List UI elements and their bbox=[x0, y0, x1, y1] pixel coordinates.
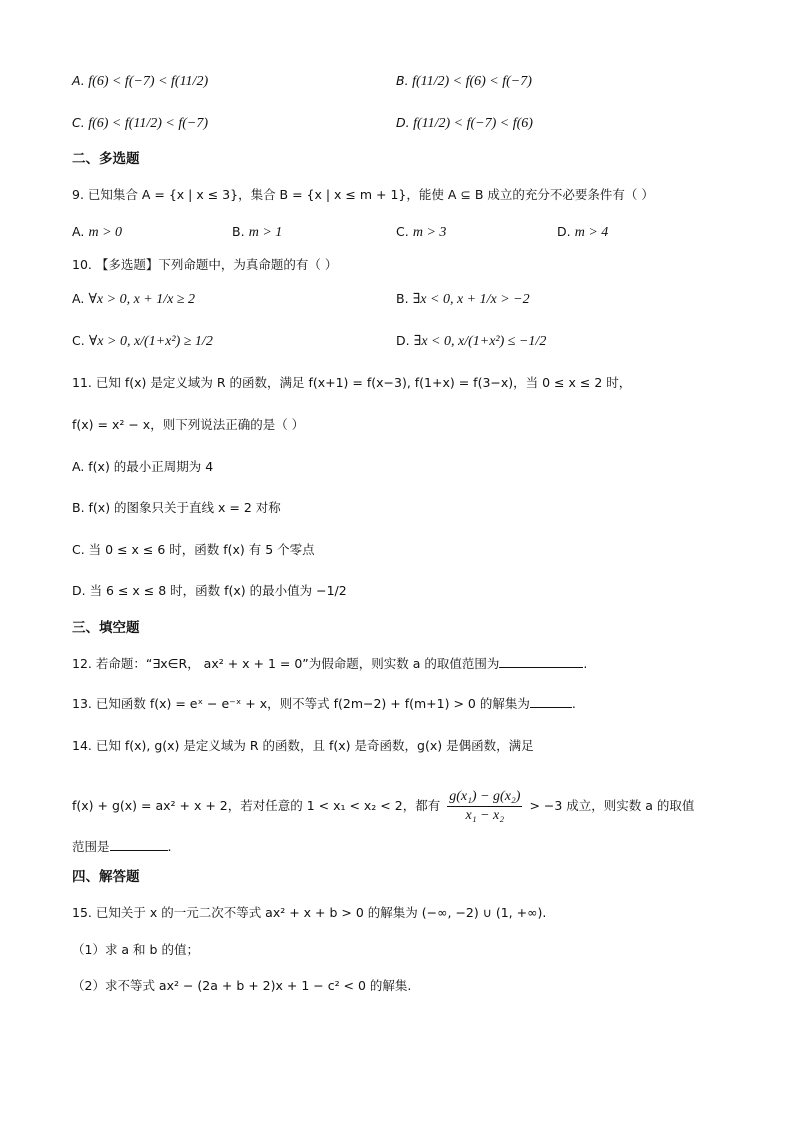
option-expr: ∃x < 0, x + 1/x > −2 bbox=[412, 292, 530, 307]
option-expr: ∀x > 0, x + 1/x ≥ 2 bbox=[88, 292, 196, 307]
option-label: C. bbox=[72, 333, 85, 348]
q15-part2: （2）求不等式 ax² − (2a + b + 2)x + 1 − c² < 0 的解集. bbox=[72, 978, 412, 993]
option-label: C. bbox=[396, 224, 409, 239]
q11-option-b: B. f(x) 的图象只关于直线 x = 2 对称 bbox=[72, 500, 281, 515]
fraction-denominator: x₁ − x₂ bbox=[465, 808, 505, 823]
option-label: D. bbox=[557, 224, 571, 239]
option-expr: f(11/2) < f(6) < f(−7) bbox=[412, 74, 532, 89]
section-title-fill-in: 三、填空题 bbox=[72, 620, 140, 636]
q13 bbox=[72, 693, 576, 715]
question-end: . bbox=[571, 696, 576, 711]
q15-stem: 15. 已知关于 x 的一元二次不等式 ax² + x + b > 0 的解集为 (−∞, −2) ∪ (1, +∞). bbox=[72, 905, 547, 920]
q11-stem-line2: f(x) = x² − x，则下列说法正确的是（ ） bbox=[72, 417, 305, 432]
question-text: f(x) + g(x) = ax² + x + 2，若对任意的 1 < x₁ < x₂ < 2，都有 bbox=[72, 798, 441, 813]
fraction bbox=[447, 788, 522, 825]
q9-option-c bbox=[396, 221, 446, 244]
question-text-cont: > −3 成立，则实数 a 的取值 bbox=[529, 798, 695, 813]
fraction-numerator: g(x₁) − g(x₂) bbox=[447, 788, 522, 807]
option-expr: m > 1 bbox=[248, 225, 283, 240]
question-end: . bbox=[583, 656, 588, 671]
option-label: B. bbox=[396, 291, 409, 306]
answer-blank[interactable] bbox=[530, 693, 572, 708]
q14-line2 bbox=[72, 788, 694, 825]
question-text: 13. 已知函数 f(x) = eˣ − e⁻ˣ + x，则不等式 f(2m−2) + f(m+1) > 0 的解集为 bbox=[72, 696, 530, 711]
q8-option-d bbox=[396, 112, 533, 135]
q9-option-a bbox=[72, 221, 122, 244]
option-label: A. bbox=[72, 224, 85, 239]
option-expr: ∃x < 0, x/(1+x²) ≤ −1/2 bbox=[413, 334, 547, 349]
section-title-multiple-choice: 二、多选题 bbox=[72, 151, 140, 167]
q14-line3 bbox=[72, 836, 172, 858]
option-label: B. bbox=[232, 224, 245, 239]
q10-option-b bbox=[396, 288, 530, 311]
question-text: 12. 若命题：“∃x∈R， ax² + x + 1 = 0”为假命题，则实数 a 的取值范围为 bbox=[72, 656, 500, 671]
q9-option-d bbox=[557, 221, 608, 244]
option-expr: m > 4 bbox=[574, 225, 609, 240]
option-label: A. bbox=[72, 73, 85, 88]
q10-option-d bbox=[396, 330, 546, 353]
option-expr: f(6) < f(−7) < f(11/2) bbox=[88, 74, 209, 89]
q11-option-d: D. 当 6 ≤ x ≤ 8 时，函数 f(x) 的最小值为 −1/2 bbox=[72, 583, 347, 598]
option-label: B. bbox=[396, 73, 409, 88]
q8-option-b bbox=[396, 70, 532, 93]
option-label: C. bbox=[72, 115, 85, 130]
question-text: 范围是 bbox=[72, 839, 110, 854]
q8-option-a bbox=[72, 70, 208, 93]
q10-stem: 10. 【多选题】下列命题中，为真命题的有（ ） bbox=[72, 257, 338, 272]
section-title-solutions: 四、解答题 bbox=[72, 869, 140, 885]
option-label: D. bbox=[396, 115, 410, 130]
q11-option-c: C. 当 0 ≤ x ≤ 6 时，函数 f(x) 有 5 个零点 bbox=[72, 542, 315, 557]
q14-line1: 14. 已知 f(x), g(x) 是定义域为 R 的函数，且 f(x) 是奇函数，g(x) 是偶函数，满足 bbox=[72, 738, 534, 753]
answer-blank[interactable] bbox=[499, 653, 583, 668]
q15-part1: （1）求 a 和 b 的值； bbox=[72, 942, 199, 957]
q11-option-a: A. f(x) 的最小正周期为 4 bbox=[72, 459, 214, 474]
option-expr: m > 3 bbox=[412, 225, 447, 240]
option-expr: ∀x > 0, x/(1+x²) ≥ 1/2 bbox=[88, 334, 213, 349]
q9-stem: 9. 已知集合 A = {x | x ≤ 3}，集合 B = {x | x ≤ m + 1}，能使 A ⊆ B 成立的充分不必要条件有（ ） bbox=[72, 187, 654, 202]
q10-option-c bbox=[72, 330, 213, 353]
answer-blank[interactable] bbox=[110, 836, 168, 851]
option-expr: f(11/2) < f(−7) < f(6) bbox=[413, 116, 533, 131]
option-expr: m > 0 bbox=[88, 225, 123, 240]
q11-stem-line1: 11. 已知 f(x) 是定义域为 R 的函数，满足 f(x+1) = f(x−3), f(1+x) = f(3−x)，当 0 ≤ x ≤ 2 时， bbox=[72, 375, 632, 390]
q8-option-c bbox=[72, 112, 208, 135]
q9-option-b bbox=[232, 221, 282, 244]
option-label: A. bbox=[72, 291, 85, 306]
q10-option-a bbox=[72, 288, 195, 311]
option-label: D. bbox=[396, 333, 410, 348]
question-end: . bbox=[167, 839, 172, 854]
q12 bbox=[72, 653, 587, 675]
option-expr: f(6) < f(11/2) < f(−7) bbox=[88, 116, 209, 131]
